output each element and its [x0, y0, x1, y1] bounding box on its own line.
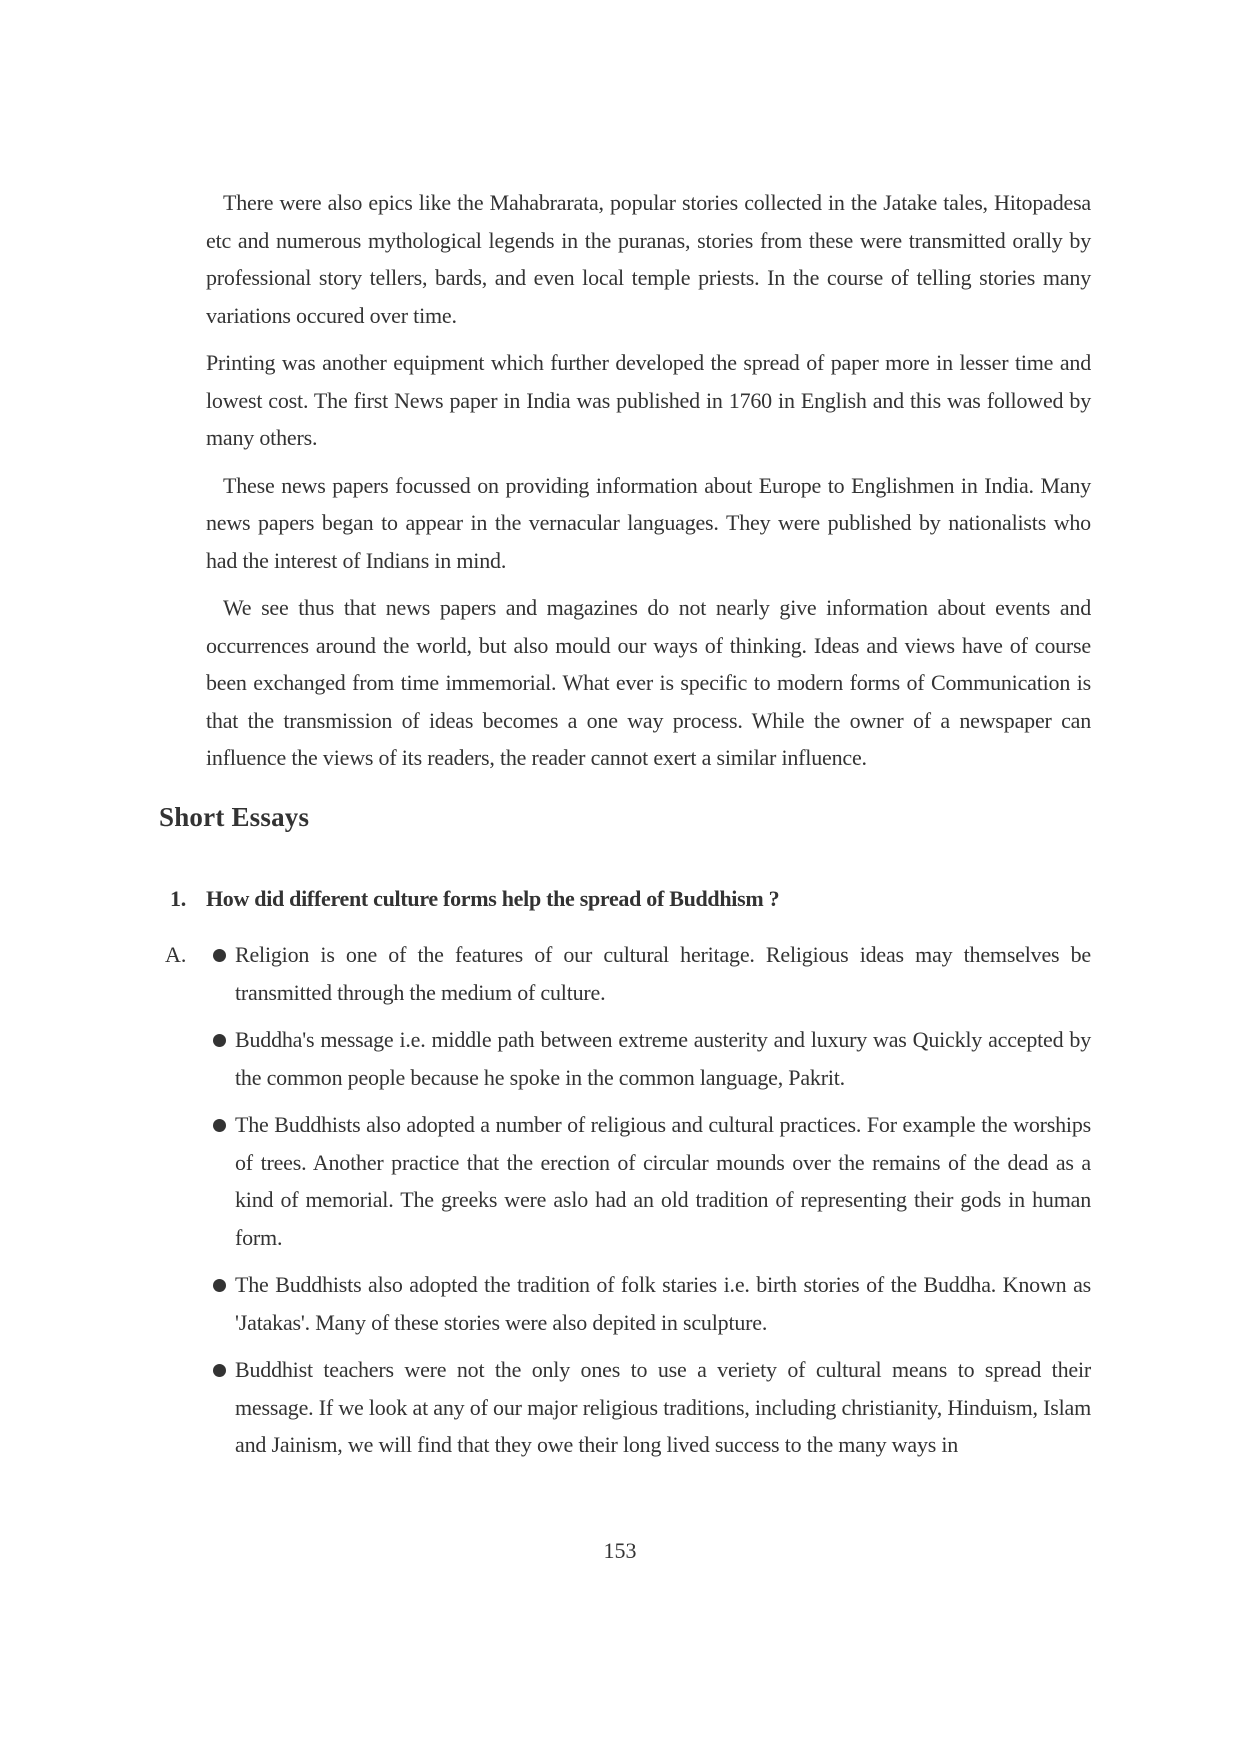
list-item [211, 1021, 1091, 1096]
bullet-text: The Buddhists also adopted a number of religious and cultural practices. For example the worships of trees. Another practice that the erection of circular mounds over the remains of the dead as a kind of memorial. The greeks were aslo had an old tradition of representing their gods in human form. [235, 1112, 1091, 1250]
paragraph-printing: Printing was another equipment which further developed the spread of paper more in lesser time and lowest cost. The first News paper in India was published in 1760 in English and this was followed by many others. [206, 350, 1091, 450]
list-item [211, 1106, 1091, 1256]
bullet-text: Buddhist teachers were not the only ones to use a veriety of cultural means to spread their message. If we look at any of our major religious traditions, including christianity, Hinduism, Islam and Jainism, we will find that they owe their long lived success to the many ways in [235, 1357, 1091, 1457]
question [170, 886, 779, 912]
bullet-text: Buddha's message i.e. middle path between extreme austerity and luxury was Quickly accepted by the common people because he spoke in the common language, Pakrit. [235, 1027, 1091, 1090]
bullet-icon [213, 1119, 226, 1132]
list-item [211, 1266, 1091, 1341]
paragraph-epics: There were also epics like the Mahabrarata, popular stories collected in the Jatake tales, Hitopadesa etc and numerous mythological legends in the puranas, stories from these were transmitted orally by professional story tellers, bards, and even local temple priests. In the course of telling stories many variations occured over time. [206, 190, 1091, 328]
bullet-text: The Buddhists also adopted the tradition of folk staries i.e. birth stories of the Buddha. Known as 'Jatakas'. Many of these stories were also depited in sculpture. [235, 1272, 1091, 1335]
list-item [211, 1351, 1091, 1464]
answer-label: A. [165, 942, 187, 967]
question-number: 1. [170, 886, 186, 911]
page-number: 153 [603, 1538, 637, 1563]
paragraph-communication: We see thus that news papers and magazines do not nearly give information about events and occurrences around the world, but also mould our ways of thinking. Ideas and views have of course been exchanged from time immemorial. What ever is specific to modern forms of Communication is that the transmission of ideas becomes a one way process. While the owner of a newspaper can influence the views of its readers, the reader cannot exert a similar influence. [206, 595, 1091, 770]
bullet-icon [213, 1279, 226, 1292]
question-text: How did different culture forms help the spread of Buddhism ? [206, 886, 780, 911]
section-heading: Short Essays [159, 802, 310, 832]
bullet-text: Religion is one of the features of our cultural heritage. Religious ideas may themselves be transmitted through the medium of culture. [235, 942, 1091, 1005]
bullet-icon [213, 1364, 226, 1377]
body-text [206, 184, 1091, 787]
answer-bullet-list [211, 936, 1091, 1474]
bullet-icon [213, 949, 226, 962]
paragraph-news-papers: These news papers focussed on providing information about Europe to Englishmen in India. Many news papers began to appear in the vernacular languages. They were published by nationalists who had the interest of Indians in mind. [206, 472, 1091, 573]
list-item [211, 936, 1091, 1011]
bullet-icon [213, 1034, 226, 1047]
